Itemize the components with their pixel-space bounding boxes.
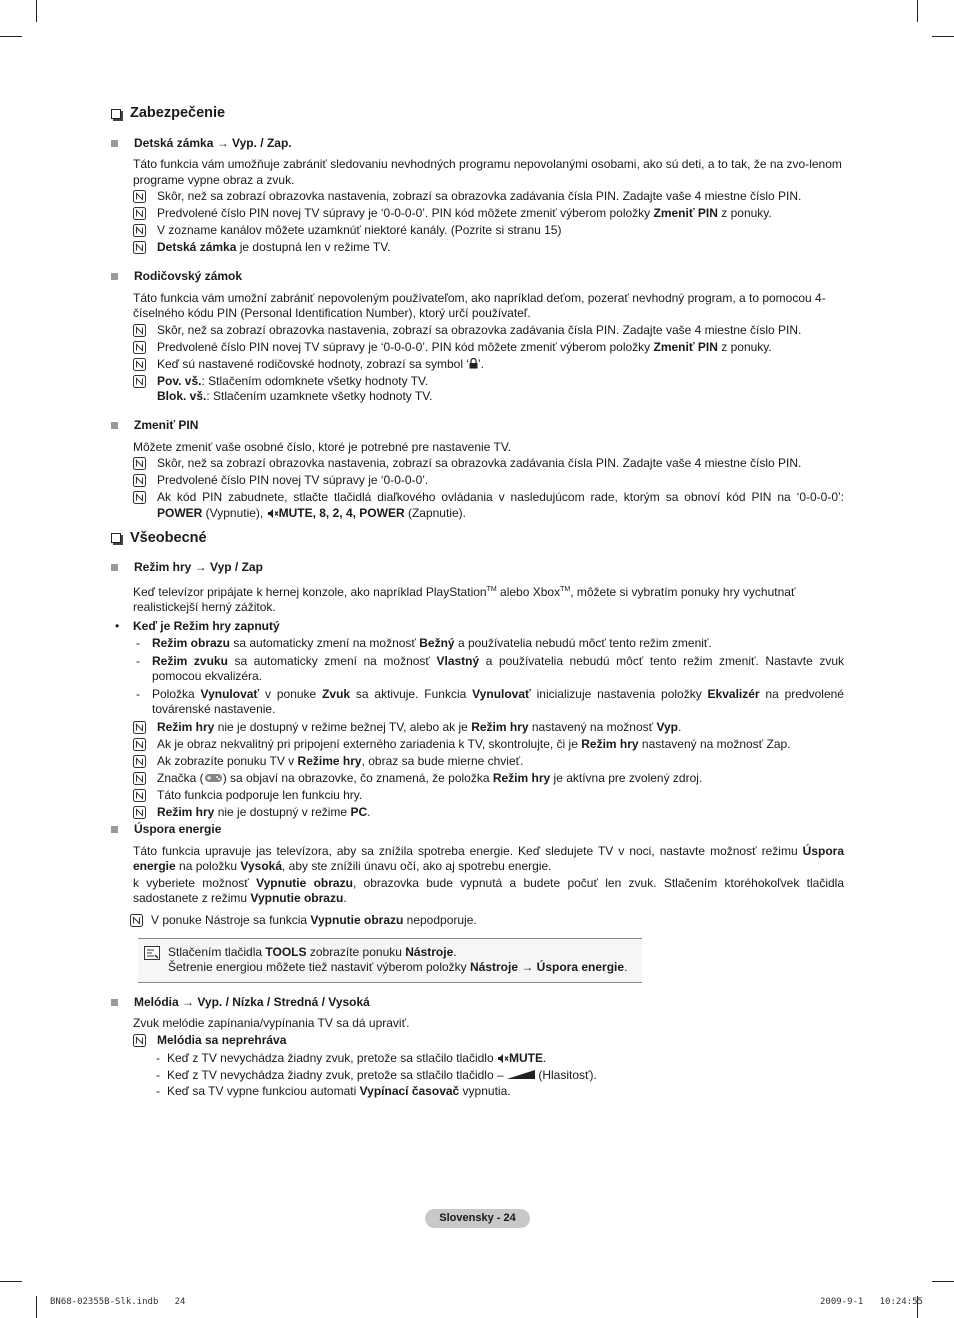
note-icon [133,241,146,254]
mute-icon [267,508,279,519]
section-heading-security: Zabezpečenie [110,106,844,122]
tools-icon [144,946,160,960]
note: Predvolené číslo PIN novej TV súpravy je ‘0-0-0-0’. [133,473,844,489]
print-info-file: BN68-02355B-Slk.indb 24 [50,1297,186,1307]
note: Skôr, než sa zobrazí obrazovka nastavenia, zobrazí sa obrazovka zadávania čísla PIN. Zadajte vaše 4 miestne číslo PIN. [133,189,844,205]
checkbox-icon [111,109,121,119]
square-bullet-icon [111,564,118,571]
note-icon [133,457,146,470]
crop-mark [917,0,918,22]
crop-mark [932,36,954,37]
crop-mark [36,0,37,22]
note-icon [133,358,146,371]
note: V ponuke Nástroje sa funkcia Vypnutie obrazu nepodporuje. [130,913,844,929]
page-number-badge: Slovensky - 24 [425,1209,530,1228]
document-body [110,106,844,1101]
paragraph: Môžete zmeniť vaše osobné číslo, ktoré je potrebné pre nastavenie TV. [133,439,512,454]
note-icon [133,491,146,504]
subheading-parental-lock: Rodičovský zámok [110,269,844,285]
crop-mark [0,36,22,37]
list-item: - Keď z TV nevychádza žiadny zvuk, pretože sa stlačilo tlačidlo MUTE. [156,1051,547,1065]
paragraph: Zvuk melódie zapínania/vypínania TV sa dá upraviť. [133,1016,410,1030]
note: Melódia sa neprehráva [133,1033,844,1049]
mute-icon [497,1053,509,1064]
note-icon [133,806,146,819]
list-item: - Keď sa TV vypne funkciou automati Vypínací časovač vypnutia. [156,1084,511,1098]
note: Ak je obraz nekvalitný pri pripojení externého zariadenia k TV, skontrolujte, či je Režim hry nastavený na možnosť Zap. [133,737,844,753]
tools-tip-box: Stlačením tlačidla TOOLS zobrazíte ponuku Nástroje. Šetrenie energiou môžete tiež nastaviť výberom položky Nástroje → Úspora energie. [138,938,642,983]
note-icon [133,324,146,337]
note: Režim hry nie je dostupný v režime PC. [133,805,844,821]
note: Skôr, než sa zobrazí obrazovka nastavenia, zobrazí sa obrazovka zadávania čísla PIN. Zadajte vaše 4 miestne číslo PIN. [133,456,844,472]
subheading-child-lock: Detská zámka → Vyp. / Zap. [110,136,844,152]
subheading-change-pin: Zmeniť PIN [110,418,844,434]
note-icon [133,738,146,751]
note: V zozname kanálov môžete uzamknúť niektoré kanály. (Pozrite si stranu 15) [133,223,844,239]
square-bullet-icon [111,140,118,147]
list-item: - Režim obrazu sa automaticky zmení na možnosť Bežný a používatelia nebudú môcť tento režim zmeniť. [136,636,712,650]
note-icon [133,772,146,785]
note: Detská zámka je dostupná len v režime TV. [133,240,844,256]
note: Keď sú nastavené rodičovské hodnoty, zobrazí sa symbol ‘ ’. [133,357,844,373]
list-item: - Keď z TV nevychádza žiadny zvuk, pretože sa stlačilo tlačidlo – (Hlasitosť). [156,1067,597,1082]
note: Táto funkcia podporuje len funkciu hry. [133,788,844,804]
checkbox-icon [111,533,121,543]
section-heading-general: Všeobecné [110,531,844,547]
lock-icon [469,358,478,369]
note-icon [133,375,146,388]
note: Predvolené číslo PIN novej TV súpravy je ‘0-0-0-0’. PIN kód môžete zmeniť výberom položky Zmeniť PIN z ponuky. [133,340,844,356]
note: Predvolené číslo PIN novej TV súpravy je ‘0-0-0-0’. PIN kód môžete zmeniť výberom položky Zmeniť PIN z ponuky. [133,206,844,222]
volume-icon [507,1070,535,1080]
note-icon [133,207,146,220]
square-bullet-icon [111,999,118,1006]
paragraph: Keď televízor pripájate k hernej konzole, ako napríklad PlayStation™ alebo Xbox™, môžete si vybratím ponuky hry vychutnať realistickejší herný zážitok. [133,584,796,614]
note: Značka ( ) sa objaví na obrazovke, čo znamená, že položka Režim hry je aktívna pre zvolený zdroj. [133,771,844,787]
note: Režim hry nie je dostupný v režime bežnej TV, alebo ak je Režim hry nastavený na možnosť Vyp. [133,720,844,736]
subheading-game-mode: Režim hry → Vyp / Zap [110,560,844,576]
note: Ak zobrazíte ponuku TV v Režime hry, obraz sa bude mierne chvieť. [133,754,844,770]
note: Pov. vš.: Stlačením odomknete všetky hodnoty TV. Blok. vš.: Stlačením uzamknete všetky hodnoty TV. [133,374,844,405]
note-icon [133,721,146,734]
note-icon [133,190,146,203]
note-icon [133,474,146,487]
list-item: - Položka Vynulovať v ponuke Zvuk sa aktivuje. Funkcia Vynulovať inicializuje nastavenia položky Ekvalizér na predvolené továrenské nastavenie. [136,686,844,716]
note: Ak kód PIN zabudnete, stlačte tlačidlá diaľkového ovládania v nasledujúcom rade, ktorým sa obnoví kód PIN na ‘0-0-0-0’: POWER (Vypnutie), MUTE, 8, 2, 4, POWER (Zapnutie). [133,490,844,521]
print-info-date: 2009-9-1 10:24:55 [820,1297,923,1307]
paragraph: Táto funkcia vám umožní zabrániť nepovoleným používateľom, ako napríklad deťom, pozerať nevhodný program, a to pomocou 4-číselného kódu PIN (Personal Identification Number), ktorý určí používateľ. [133,290,826,320]
gamepad-icon [204,772,223,784]
note: Skôr, než sa zobrazí obrazovka nastavenia, zobrazí sa obrazovka zadávania čísla PIN. Zadajte vaše 4 miestne číslo PIN. [133,323,844,339]
square-bullet-icon [111,422,118,429]
note-icon [130,914,143,927]
crop-mark [36,1296,37,1318]
square-bullet-icon [111,273,118,280]
square-bullet-icon [111,826,118,833]
subheading-melody: Melódia → Vyp. / Nízka / Stredná / Vysoká [110,995,844,1011]
subheading-energy-saving: Úspora energie [110,822,844,838]
note-icon [133,789,146,802]
crop-mark [0,1281,22,1282]
list-item: • Keď je Režim hry zapnutý [115,618,280,633]
crop-mark [932,1281,954,1282]
note-icon [133,755,146,768]
note-icon [133,224,146,237]
note-icon [133,1034,146,1047]
list-item: - Režim zvuku sa automaticky zmení na možnosť Vlastný a používatelia nebudú môcť tento režim zmeniť. Nastavte zvuk pomocou ekvalizéra. [136,653,844,683]
paragraph: k vyberiete možnosť Vypnutie obrazu, obrazovka bude vypnutá a budete počuť len zvuk. Stlačením ktoréhokoľvek tlačidla sadostanete z režimu Vypnutie obrazu. [133,875,844,905]
paragraph: Táto funkcia vám umožňuje zabrániť sledovaniu nevhodných programu nepovolanými osobami, ako sú deti, a to tak, že na zvo-lenom programe vypne obraz a zvuk. [133,157,842,187]
paragraph: Táto funkcia upravuje jas televízora, aby sa znížila spotreba energie. Keď sledujete TV v noci, nastavte možnosť režimu Úspora energie na položku Vysoká, aby ste znížili únavu očí, ako aj spotrebu energie. [133,843,844,873]
note-icon [133,341,146,354]
